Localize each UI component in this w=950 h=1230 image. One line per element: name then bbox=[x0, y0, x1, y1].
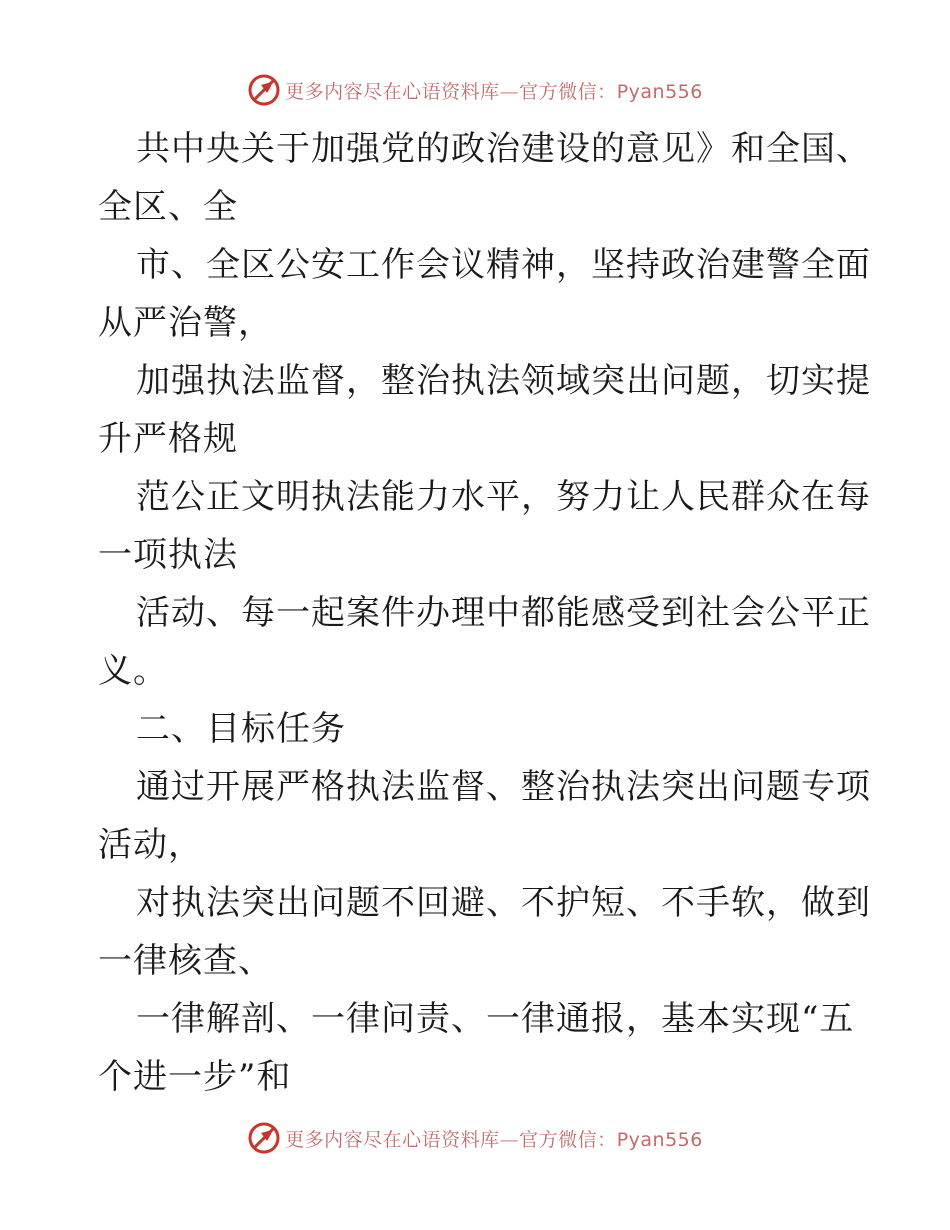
watermark-separator: — bbox=[499, 1128, 520, 1151]
text-line: 范公正文明执法能力水平，努力让人民群众在每 bbox=[136, 477, 871, 517]
quill-logo-icon bbox=[247, 1121, 281, 1155]
text-line: 升严格规 bbox=[98, 419, 238, 459]
quill-logo-icon bbox=[247, 73, 281, 107]
text-line: 市、全区公安工作会议精神，坚持政治建警全面 bbox=[136, 245, 871, 285]
text-line: 从严治警， bbox=[98, 303, 273, 343]
text-line: 一律解剖、一律问责、一律通报，基本实现“五 bbox=[136, 999, 855, 1039]
document-body bbox=[0, 120, 950, 1106]
header-watermark bbox=[0, 70, 950, 110]
section-heading: 二、目标任务 bbox=[136, 709, 346, 749]
watermark-brand: 更多内容尽在心语资料库 bbox=[285, 80, 500, 103]
watermark-wechat-label: 官方微信： bbox=[519, 1128, 617, 1151]
watermark-wechat-label: 官方微信： bbox=[519, 80, 617, 103]
text-line: 义。 bbox=[98, 651, 168, 691]
watermark-wechat-id: Pyan556 bbox=[616, 80, 703, 103]
text-line: 全区、全 bbox=[98, 187, 238, 227]
text-line: 一项执法 bbox=[98, 535, 238, 575]
text-line: 加强执法监督，整治执法领域突出问题，切实提 bbox=[136, 361, 871, 401]
text-line: 对执法突出问题不回避、不护短、不手软，做到 bbox=[136, 883, 871, 923]
text-line: 一律核查、 bbox=[98, 941, 273, 981]
text-line: 共中央关于加强党的政治建设的意见》和全国、 bbox=[136, 129, 871, 169]
watermark-separator: — bbox=[499, 80, 520, 103]
text-line: 个进一步”和 bbox=[98, 1057, 292, 1097]
watermark-wechat-id: Pyan556 bbox=[616, 1128, 703, 1151]
text-line: 通过开展严格执法监督、整治执法突出问题专项 bbox=[136, 767, 871, 807]
text-line: 活动、每一起案件办理中都能感受到社会公平正 bbox=[136, 593, 871, 633]
watermark-brand: 更多内容尽在心语资料库 bbox=[285, 1128, 500, 1151]
footer-watermark bbox=[0, 1118, 950, 1158]
text-line: 活动， bbox=[98, 825, 203, 865]
